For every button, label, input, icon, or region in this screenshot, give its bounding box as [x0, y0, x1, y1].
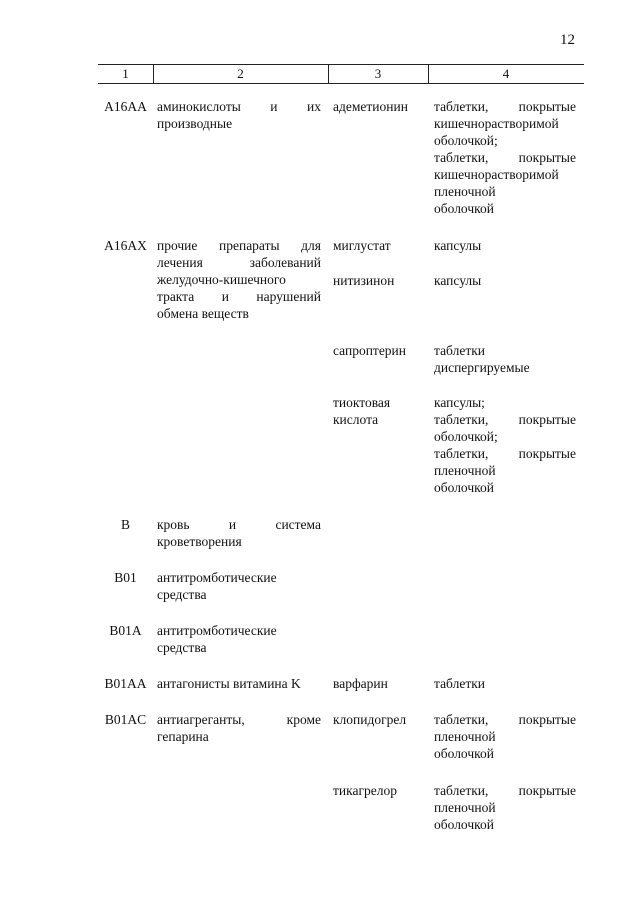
page-number: 12 [560, 32, 575, 48]
dosage-forms: таблетки, покрытые пленочной оболочкой [434, 783, 576, 832]
dosage-forms: капсулы [434, 238, 482, 253]
group-name: аминокислоты и их производные [157, 99, 321, 131]
atc-code: A16AX [104, 238, 147, 253]
atc-code: B01AA [104, 676, 147, 691]
drug-name: адеметионин [333, 99, 408, 114]
dosage-forms: таблетки, покрытые кишечнорастворимой оболочкой; таблетки, покрытые кишечнорастворимой пленочной оболочкой [434, 99, 576, 216]
header-col-4: 4 [502, 66, 510, 81]
atc-code: B01 [114, 570, 137, 585]
drug-name: варфарин [333, 676, 388, 691]
dosage-forms: таблетки [434, 676, 486, 691]
group-name: кровь и система кроветворения [157, 517, 321, 549]
atc-code: B [120, 517, 130, 532]
dosage-forms: капсулы [434, 273, 482, 288]
group-name: прочие препараты для лечения заболеваний желудочно-кишечного тракта и нарушений обмена веществ [157, 238, 321, 321]
table-header [98, 64, 584, 84]
header-col-1: 1 [122, 66, 129, 81]
header-col-2: 2 [237, 66, 244, 81]
drug-name: тикагрелор [333, 783, 397, 798]
dosage-forms: таблетки, покрытые пленочной оболочкой [434, 712, 576, 761]
group-name: антитромботические средства [157, 623, 277, 655]
drug-name: сапроптерин [333, 343, 407, 358]
drug-name: клопидогрел [333, 712, 407, 727]
group-name: антитромботические средства [157, 570, 277, 602]
group-name: антагонисты витамина K [157, 676, 301, 691]
drug-name: нитизинон [333, 273, 395, 288]
dosage-forms: таблетки диспергируемые [434, 343, 530, 375]
dosage-forms: капсулы; таблетки, покрытые оболочкой; таблетки, покрытые пленочной оболочкой [434, 395, 576, 495]
atc-code: A16AA [104, 99, 147, 114]
group-name: антиагреганты, кроме гепарина [157, 712, 321, 744]
drug-name: миглустат [333, 238, 391, 253]
atc-code: B01A [109, 623, 142, 638]
drug-name: тиоктовая кислота [333, 395, 391, 427]
header-col-3: 3 [374, 66, 382, 81]
atc-code: B01AC [104, 712, 147, 727]
